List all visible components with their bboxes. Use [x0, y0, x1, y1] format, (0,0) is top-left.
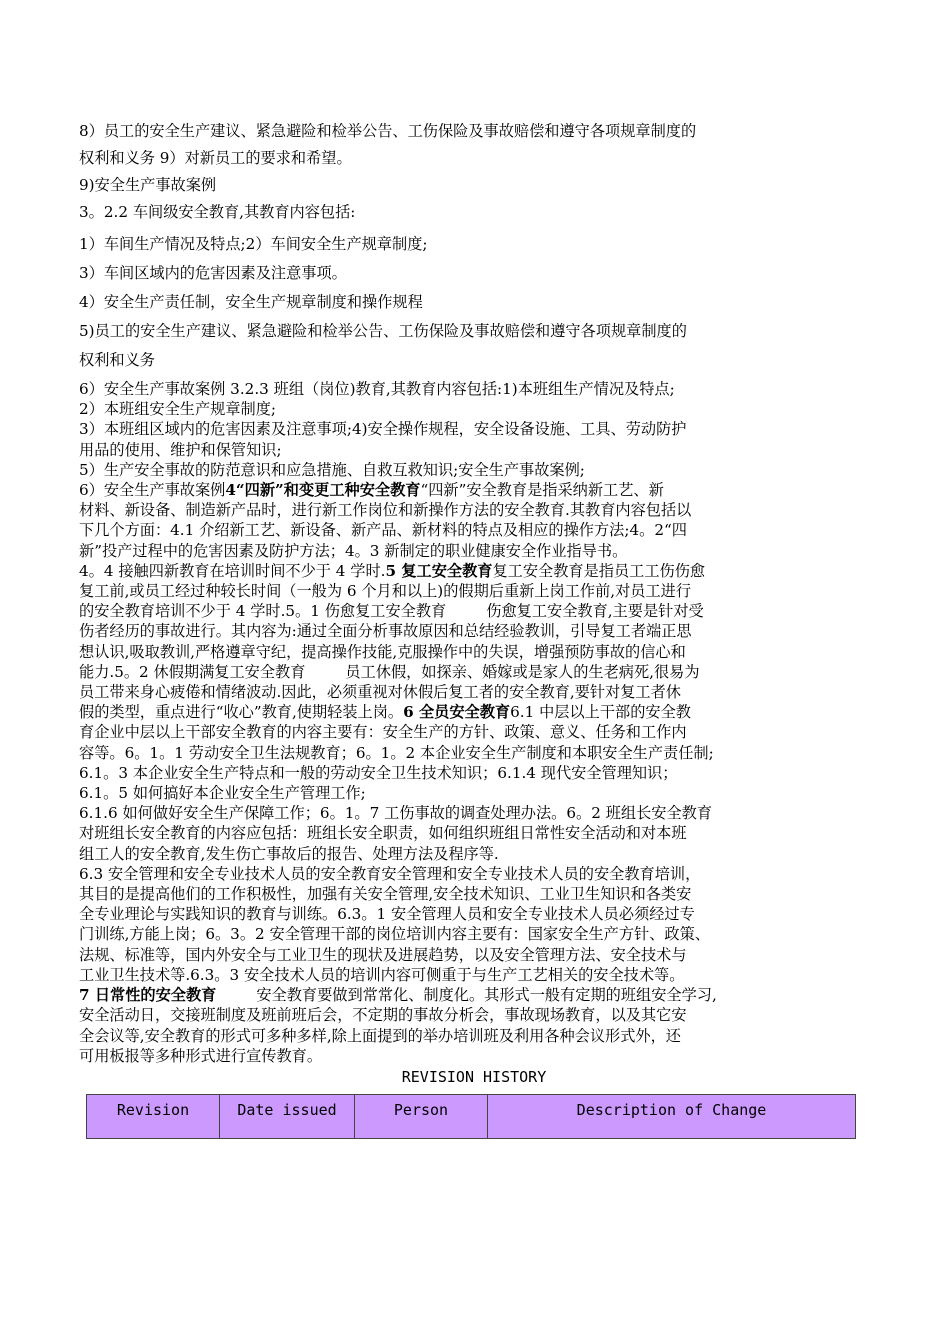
text-line: 全会议等,安全教育的形式可多种多样,除上面提到的举办培训班及利用各种会议形式外，还	[79, 1026, 681, 1045]
text-line	[79, 985, 869, 1005]
text-line: 全专业理论与实践知识的教育与训练。6.3。1 安全管理人员和安全专业技术人员必须经过专	[79, 905, 695, 924]
section-heading-4: 4“四新”和变更工种安全教育	[225, 481, 421, 500]
table-header-row	[87, 1094, 856, 1138]
text-line: 伤者经历的事故进行。其内容为:通过全面分析事故原因和总结经验教训，引导复工者端正思	[79, 622, 692, 641]
section-heading-5: 5 复工安全教育	[385, 561, 493, 580]
text-line: 权利和义务 9）对新员工的要求和希望。	[79, 149, 352, 167]
text-span: “四新”安全教育是指采纳新工艺、新	[420, 481, 664, 500]
text-line: 6）安全生产事故案例 3.2.3 班组（岗位)教育,其教育内容包括:1)本班组生产情况及特点;	[79, 380, 675, 398]
text-line: 对班组长安全教育的内容应包括：班组长安全职责，如何组织班组日常性安全活动和对本班	[79, 824, 687, 843]
text-line: 3）本班组区域内的危害因素及注意事项;4)安全操作规程，安全设备设施、工具、劳动防护	[79, 420, 687, 439]
text-line: 组工人的安全教育,发生伤亡事故后的报告、处理方法及程序等.	[79, 844, 499, 863]
text-line: 想认识,吸取教训,严格遵章守纪，提高操作技能,克服操作中的失误，增强预防事故的信心和	[79, 642, 686, 661]
column-header-description: Description of Change	[488, 1094, 856, 1138]
text-line: 6.1。5 如何搞好本企业安全生产管理工作;	[79, 784, 366, 803]
text-line: 员工带来身心疲倦和情绪波动.因此，必须重视对休假后复工者的安全教育,要针对复工者休	[79, 683, 681, 702]
text-line: 2）本班组安全生产规章制度;	[79, 400, 277, 419]
text-span: 的安全教育培训不少于 4 学时.5。1 伤愈复工安全教育	[79, 602, 447, 621]
text-line: 新”投产过程中的危害因素及防护方法；4。3 新制定的职业健康安全作业指导书。	[79, 541, 628, 560]
text-line: 6.1。3 本企业安全生产特点和一般的劳动安全卫生技术知识；6.1.4 现代安全管理知识；	[79, 763, 678, 782]
text-line: 6.1.6 如何做好安全生产保障工作；6。1。7 工伤事故的调查处理办法。6。2 班组长安全教育	[79, 804, 713, 823]
text-span: 员工休假，如探亲、婚嫁或是家人的生老病死,很易为	[345, 662, 700, 681]
text-line: 材料、新设备、制造新产品时，进行新工作岗位和新操作方法的安全教育.其教育内容包括以	[79, 501, 692, 520]
text-line: 下几个方面：4.1 介绍新工艺、新设备、新产品、新材料的特点及相应的操作方法;4。2“四	[79, 521, 687, 540]
column-header-revision: Revision	[87, 1094, 220, 1138]
document-page	[79, 118, 869, 1139]
text-line: 权利和义务	[79, 351, 155, 369]
text-line: 8）员工的安全生产建议、紧急避险和检举公告、工伤保险及事故赔偿和遵守各项规章制度的	[79, 122, 697, 140]
section-heading-6: 6 全员安全教育	[403, 703, 511, 722]
text-line: 其目的是提高他们的工作积极性，加强有关安全管理,安全技术知识、工业卫生知识和各类安	[79, 885, 692, 904]
text-line: 3。2.2 车间级安全教育,其教育内容包括:	[79, 203, 356, 221]
text-span: 伤愈复工安全教育,主要是针对受	[486, 602, 704, 621]
text-line: 5)员工的安全生产建议、紧急避险和检举公告、工伤保险及事故赔偿和遵守各项规章制度的	[79, 322, 687, 340]
text-span: 能力.5。2 休假期满复工安全教育	[79, 662, 306, 681]
text-line: 1）车间生产情况及特点;2）车间安全生产规章制度;	[79, 235, 428, 253]
text-span: 6.1 中层以上干部的安全教	[510, 703, 691, 722]
text-line: 6.3 安全管理和安全专业技术人员的安全教育安全管理和安全专业技术人员的安全教育培训，	[79, 864, 701, 883]
text-span: 安全教育要做到常常化、制度化。其形式一般有定期的班组安全学习,	[256, 986, 717, 1005]
text-line: 门训练,方能上岗；6。3。2 安全管理干部的岗位培训内容主要有：国家安全生产方针、政策、	[79, 925, 710, 944]
text-line: 用品的使用、维护和保管知识;	[79, 440, 282, 459]
text-line	[79, 561, 869, 581]
text-span: 4。4 接触四新教育在培训时间不少于 4 学时.	[79, 561, 386, 580]
text-line: 可用板报等多种形式进行宣传教育。	[79, 1046, 322, 1065]
column-header-person: Person	[355, 1094, 488, 1138]
revision-history-title: REVISION HISTORY	[401, 1067, 547, 1086]
text-line	[79, 662, 869, 682]
text-line	[79, 480, 869, 500]
text-span: 假的类型，重点进行“收心”教育,使期轻装上岗。	[79, 703, 404, 722]
text-line	[79, 601, 869, 621]
column-header-date-issued: Date issued	[220, 1094, 355, 1138]
text-line: 5）生产安全事故的防范意识和应急措施、自救互救知识;安全生产事故案例;	[79, 460, 585, 479]
text-line: 育企业中层以上干部安全教育的内容主要有：安全生产的方针、政策、意义、任务和工作内	[79, 723, 687, 742]
text-line: 复工前,或员工经过种较长时间（一般为 6 个月和以上)的假期后重新上岗工作前,对员工进行	[79, 582, 692, 601]
text-span: 6）安全生产事故案例	[79, 481, 226, 500]
text-span: 复工安全教育是指员工工伤伤愈	[492, 561, 706, 580]
section-heading-7: 7 日常性的安全教育	[79, 986, 217, 1005]
text-line	[79, 702, 869, 722]
text-line: 4）安全生产责任制，安全生产规章制度和操作规程	[79, 293, 423, 311]
text-line: 安全活动日，交接班制度及班前班后会，不定期的事故分析会，事故现场教育，以及其它安	[79, 1006, 687, 1025]
text-line: 工业卫生技术等.6.3。3 安全技术人员的培训内容可侧重于与生产工艺相关的安全技术等。	[79, 965, 685, 984]
revision-history-table	[86, 1094, 856, 1139]
text-line: 容等。6。1。1 劳动安全卫生法规教育；6。1。2 本企业安全生产制度和本职安全生产责任制;	[79, 743, 714, 762]
text-line: 3）车间区域内的危害因素及注意事项。	[79, 264, 347, 282]
text-line: 法规、标准等，国内外安全与工业卫生的现状及进展趋势，以及安全管理方法、安全技术与	[79, 945, 687, 964]
text-line: 9)安全生产事故案例	[79, 176, 217, 194]
